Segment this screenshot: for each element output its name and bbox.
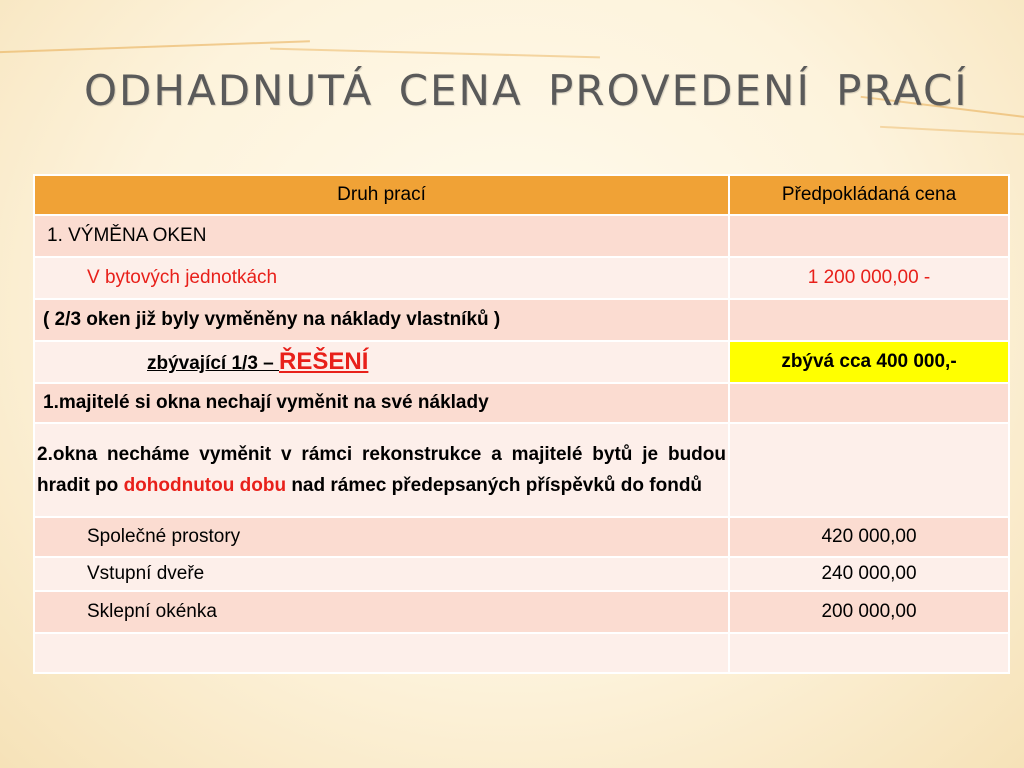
option-two-text-a: 2.okna necháme vyměnit v rámci rekonstrukce a majitelé bytů je budou hradit po: [37, 444, 726, 496]
decorative-stroke: [270, 48, 600, 59]
table-row: [34, 423, 1009, 517]
cell-work-type: [34, 423, 729, 517]
cell-work-type: V bytových jednotkách: [34, 257, 729, 299]
cell-work-type: [34, 633, 729, 673]
solution-highlight: ŘEŠENÍ: [279, 348, 369, 375]
cell-price: [729, 215, 1009, 257]
cell-price: [729, 423, 1009, 517]
cell-price-highlight: zbývá cca 400 000,-: [729, 341, 1009, 383]
table-row: [34, 633, 1009, 673]
cell-work-type: Společné prostory: [34, 517, 729, 557]
price-table: [33, 174, 1010, 674]
column-header-work-type: Druh prací: [34, 175, 729, 215]
slide-title: ODHADNUTÁ CENA PROVEDENÍ PRACÍ: [84, 66, 969, 115]
cell-work-type: [34, 341, 729, 383]
table-row: [34, 299, 1009, 341]
table-row: [34, 591, 1009, 633]
agreed-period-highlight: dohodnutou dobu: [123, 475, 287, 496]
cell-price: 240 000,00: [729, 557, 1009, 591]
cell-work-type: ( 2/3 oken již byly vyměněny na náklady vlastníků ): [34, 299, 729, 341]
cell-price: [729, 299, 1009, 341]
cell-price: [729, 383, 1009, 423]
cell-work-type: 1.majitelé si okna nechají vyměnit na své náklady: [34, 383, 729, 423]
column-header-expected-price: Předpokládaná cena: [729, 175, 1009, 215]
remaining-third-label: zbývající 1/3 –: [147, 353, 280, 374]
decorative-stroke: [0, 40, 310, 54]
cell-price: 200 000,00: [729, 591, 1009, 633]
cell-work-type: Vstupní dveře: [34, 557, 729, 591]
table-row: [34, 517, 1009, 557]
option-two-text-b: nad rámec předepsaných příspěvků do fondů: [286, 475, 703, 496]
cell-price: 1 200 000,00 -: [729, 257, 1009, 299]
cell-work-type: Sklepní okénka: [34, 591, 729, 633]
table-row: [34, 341, 1009, 383]
decorative-stroke: [880, 126, 1024, 136]
cell-price: 420 000,00: [729, 517, 1009, 557]
table-row: [34, 257, 1009, 299]
table-row: [34, 557, 1009, 591]
cell-price: [729, 633, 1009, 673]
table-row: [34, 383, 1009, 423]
table-row: [34, 215, 1009, 257]
table-header-row: [34, 175, 1009, 215]
cell-work-type: 1. VÝMĚNA OKEN: [34, 215, 729, 257]
